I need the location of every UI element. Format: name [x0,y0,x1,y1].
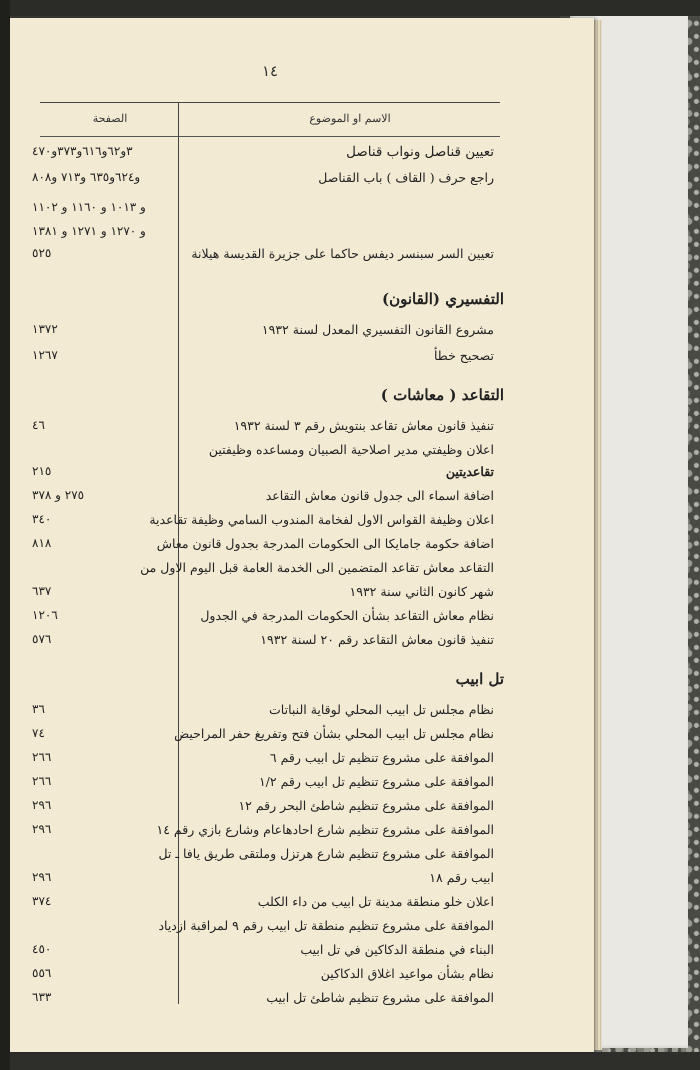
index-subject: نظام مجلس تل ابيب المحلي بشأن فتح وتفريغ حفر المراحيض [174,726,494,741]
index-page-ref: و ١٠١٣ و ١١٦٠ و ١١٠٢ [32,200,146,214]
index-page-ref: ٣٧٤ [32,894,52,908]
index-subject: التقاعد معاش تقاعد المتضمين الى الخدمة العامة قبل اليوم الاول من [140,560,494,575]
index-subject: الموافقة على مشروع تنظيم تل ابيب رقم ٦ [269,750,494,765]
index-page-ref: ٢٧٥ و ٣٧٨ [32,488,85,502]
index-subject: اضافة حكومة جامايكا الى الحكومات المدرجة بجدول قانون معاش [156,536,494,551]
index-row [10,894,594,916]
index-row [10,726,594,748]
book-spine [0,0,10,1070]
index-subject: البناء في منطقة الدكاكين في تل ابيب [300,942,494,957]
index-row [10,918,594,940]
index-row [10,512,594,534]
index-page-ref: ٧٤ [32,726,45,740]
index-page-ref: و٦٢٤و٦٣٥ و٧١٣ و٨٠٨ [32,170,141,184]
index-subject: التفسيري (القانون) [381,290,504,308]
index-row [10,348,594,370]
index-row [10,464,594,486]
index-page-ref: ٦٣٧ [32,584,52,598]
index-row [10,322,594,344]
index-subject: اعلان وظيفتي مدير اصلاحية الصبيان ومساعده وظيفتين [208,442,494,457]
index-row [10,584,594,606]
index-row [10,418,594,440]
index-page-ref: ١٢٦٧ [32,348,58,362]
index-page-ref: ٢٩٦ [32,870,52,884]
index-subject: تل ابيب [455,670,504,688]
index-page-ref: ٦٣٣ [32,990,52,1004]
column-header-subject: الاسم او الموضوع [309,112,391,125]
column-header-page: الصفحة [92,112,128,125]
index-page-ref: ٨١٨ [32,536,52,550]
index-section-heading [10,386,594,408]
index-subject: الموافقة على مشروع تنظيم شاطئ تل ابيب [266,990,494,1005]
index-subject: مشروع القانون التفسيري المعدل لسنة ١٩٣٢ [261,322,494,337]
index-row [10,442,594,464]
index-subject: راجع حرف ( القاف ) باب القناصل [318,170,494,185]
index-row [10,488,594,510]
index-row [10,608,594,630]
index-subject: ابيب رقم ١٨ [429,870,494,885]
index-row [10,822,594,844]
index-row [10,942,594,964]
index-subject: تنفيذ قانون معاش تقاعد بنتويش رقم ٣ لسنة ١٩٣٢ [233,418,494,433]
index-page-ref: ٣٤٠ [32,512,52,526]
index-row [10,966,594,988]
book-top-edge [0,0,700,16]
index-rows [10,18,594,1052]
index-row [10,798,594,820]
index-page-ref: ٢٩٦ [32,822,52,836]
index-row [10,536,594,558]
index-page-ref: ٢٦٦ [32,774,52,788]
index-subject: نظام مجلس تل ابيب المحلي لوقاية النباتات [269,702,494,717]
index-page-ref: ٢١٥ [32,464,52,478]
index-page-ref: ٥٧٦ [32,632,52,646]
index-page-ref: ٤٥٠ [32,942,52,956]
index-row [10,846,594,868]
index-subject: نظام بشأن مواعيد اغلاق الدكاكين [320,966,494,981]
index-row [10,632,594,654]
index-subject: اضافة اسماء الى جدول قانون معاش التقاعد [265,488,494,503]
index-subject: اعلان خلو منطقة مدينة تل ابيب من داء الكلب [257,894,494,909]
index-subject: التقاعد ( معاشات ) [380,386,504,404]
index-row [10,750,594,772]
index-subject: شهر كانون الثاني سنة ١٩٣٢ [349,584,494,599]
index-row [10,246,594,268]
index-subject: الموافقة على مشروع تنظيم شارع هرتزل وملتقى طريق يافا ـ تل [158,846,494,861]
index-page-ref: ١٢٠٦ [32,608,58,622]
index-row [10,774,594,796]
index-page-ref: ٢٦٦ [32,750,52,764]
index-page [10,18,594,1052]
index-row [10,870,594,892]
index-page-ref: ٢٩٦ [32,798,52,812]
index-row [10,144,594,166]
index-page-ref: ١٣٧٢ [32,322,58,336]
index-row [10,224,594,246]
index-row [10,560,594,582]
index-page-ref: ٥٥٦ [32,966,52,980]
index-page-ref: ٥٢٥ [32,246,52,260]
index-page-ref: ٣٦ [32,702,45,716]
index-subject: الموافقة على مشروع تنظيم شارع احادهاعام وشارع بازي رقم ١٤ [156,822,494,837]
index-row [10,170,594,192]
index-subject: الموافقة على مشروع تنظيم شاطئ البحر رقم ١٢ [238,798,494,813]
index-subject: تقاعديتين [445,464,494,479]
index-subject: تعيين قناصل ونواب قناصل [346,144,494,160]
index-subject: اعلان وظيفة القواس الاول لفخامة المندوب السامي وظيفة تقاعدية [149,512,494,527]
index-subject: تعيين السر سبنسر ديفس حاكما على جزيرة القديسة هيلانة [191,246,494,261]
index-row [10,702,594,724]
index-section-heading [10,290,594,312]
index-subject: تنفيذ قانون معاش التقاعد رقم ٢٠ لسنة ١٩٣٢ [260,632,494,647]
index-subject: الموافقة على مشروع تنظيم منطقة تل ابيب رقم ٩ لمراقبة ازدياد [158,918,494,933]
index-row [10,200,594,222]
index-page-ref: ٤٦ [32,418,45,432]
index-subject: تصحيح خطأ [434,348,494,363]
index-row [10,990,594,1012]
index-subject: الموافقة على مشروع تنظيم تل ابيب رقم ١/٢ [258,774,494,789]
page-number: ١٤ [261,62,279,80]
book-bottom-edge [0,1052,700,1070]
index-section-heading [10,670,594,692]
index-subject: نظام معاش التقاعد بشأن الحكومات المدرجة في الجدول [200,608,494,623]
index-page-ref: ٣و٦٢و٦١٦و٣٧٣و٤٧٠ [32,144,133,158]
index-page-ref: و ١٢٧٠ و ١٢٧١ و ١٣٨١ [32,224,146,238]
